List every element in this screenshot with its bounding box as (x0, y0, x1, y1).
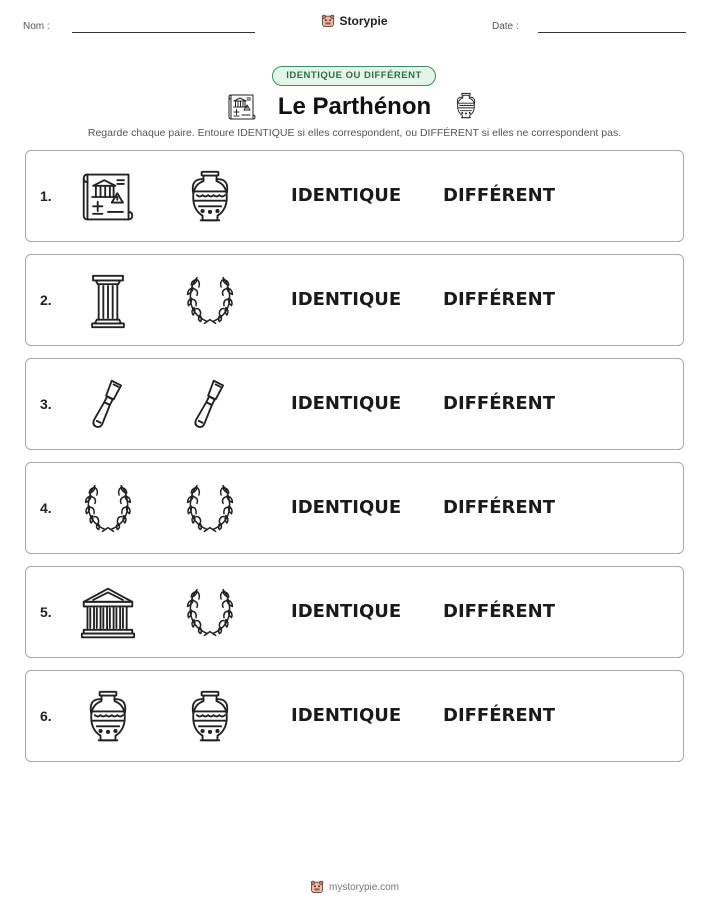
option-different[interactable]: DIFFÉRENT (443, 705, 556, 726)
row-number: 6. (40, 708, 52, 724)
brand-name: Storypie (339, 14, 388, 28)
row-number: 2. (40, 292, 52, 308)
option-identique[interactable]: IDENTIQUE (291, 705, 402, 726)
chisel-icon (181, 377, 239, 433)
worksheet-header (0, 0, 709, 50)
exercise-row (25, 358, 684, 450)
amphora-icon (181, 689, 239, 745)
option-identique[interactable]: IDENTIQUE (291, 289, 402, 310)
storypie-logo-icon (310, 880, 324, 894)
date-label: Date : (492, 21, 519, 32)
instructions: Regarde chaque paire. Entoure IDENTIQUE si elles correspondent, ou DIFFÉRENT si elles ne correspondent pas. (87, 127, 622, 139)
storypie-logo-icon (321, 14, 335, 28)
row-number: 1. (40, 188, 52, 204)
row-number: 5. (40, 604, 52, 620)
amphora-icon (79, 689, 137, 745)
laurel-wreath-icon (181, 481, 239, 537)
row-number: 3. (40, 396, 52, 412)
worksheet-type-badge: IDENTIQUE OU DIFFÉRENT (272, 66, 436, 86)
amphora-icon (452, 91, 480, 121)
option-different[interactable]: DIFFÉRENT (443, 393, 556, 414)
parthenon-temple-icon (79, 585, 137, 641)
option-different[interactable]: DIFFÉRENT (443, 289, 556, 310)
exercise-row (25, 566, 684, 658)
chisel-icon (79, 377, 137, 433)
footer-url[interactable]: mystorypie.com (328, 881, 399, 893)
option-different[interactable]: DIFFÉRENT (443, 601, 556, 622)
option-identique[interactable]: IDENTIQUE (291, 393, 402, 414)
blueprint-icon (79, 169, 137, 225)
option-identique[interactable]: IDENTIQUE (291, 601, 402, 622)
footer (0, 880, 709, 899)
amphora-icon (181, 169, 239, 225)
option-different[interactable]: DIFFÉRENT (443, 497, 556, 518)
laurel-wreath-icon (181, 585, 239, 641)
laurel-wreath-icon (181, 273, 239, 329)
laurel-wreath-icon (79, 481, 137, 537)
exercise-row (25, 150, 684, 242)
column-icon (79, 273, 137, 329)
option-different[interactable]: DIFFÉRENT (443, 185, 556, 206)
title-row (0, 90, 709, 124)
option-identique[interactable]: IDENTIQUE (291, 185, 402, 206)
name-label: Nom : (23, 21, 50, 32)
brand (0, 14, 709, 33)
option-identique[interactable]: IDENTIQUE (291, 497, 402, 518)
date-line (538, 32, 686, 33)
exercise-row (25, 670, 684, 762)
row-number: 4. (40, 500, 52, 516)
exercise-row (25, 462, 684, 554)
exercise-row (25, 254, 684, 346)
page-title: Le Parthénon (277, 93, 432, 120)
